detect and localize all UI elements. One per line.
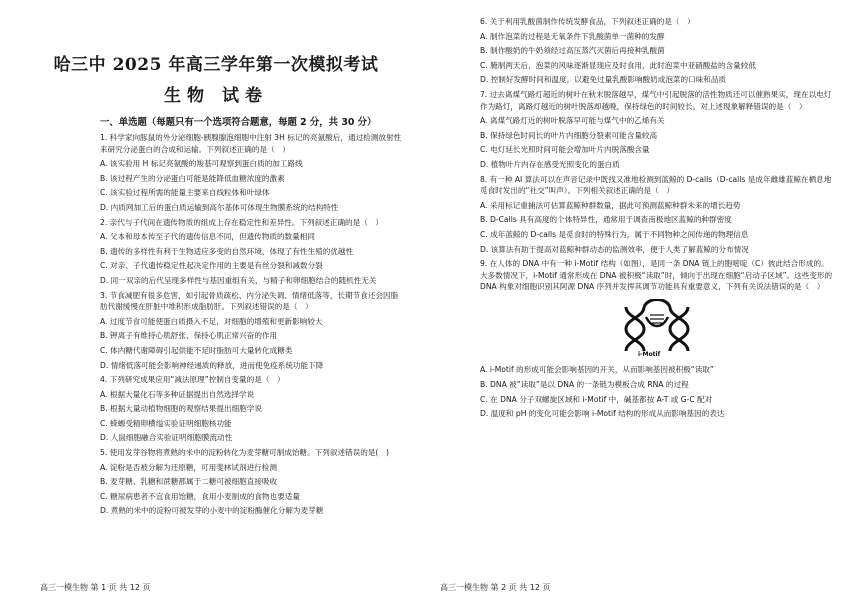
option-d: D. 温度和 pH 的变化可能会影响 i-Motif 结构的形成从而影响基因的表达 [480,409,725,419]
option-a: A. 采用标记重捕法可估算蓝鲸种群数量，据此可预测蓝鲸种群未来的增长趋势 [480,200,741,210]
option-a: A. 淀粉是否被分解为还原糖，可用斐林试剂进行检测 [100,462,277,472]
option-c: C. 电灯延长光照时间可能会增加叶片内脱落酸含量 [480,145,650,155]
question-stem: 6. 关于利用乳酸菌制作传统发酵食品，下列叙述正确的是（ ） [480,17,695,26]
option-b: B. 保持绿色时间长的叶片内细胞分裂素可能含量较高 [480,130,658,140]
option-d: D. 人鼠细胞融合实验证明细胞膜流动性 [100,433,233,443]
option-b: B. D-Calls 具有高度的个体特异性，通常用于调查南极地区蓝鲸的种群密度 [480,215,732,225]
question-5 [100,447,402,517]
question-stem: 3. 节食减肥有很多危害，如引起骨质疏松、内分泌失调、情绪低落等，长期节食还会因脂肪代谢缓慢在肝脏中堆积形成脂肪肝。下列叙述错误的是（ ） [100,290,399,312]
option-c: C. 糖尿病患者不宜食用饴糖，食用小麦制成的食物也要适量 [100,491,300,501]
option-d: D. 同一双亲的后代呈现多样性与基因重组有关，与精子和卵细胞结合的随机性无关 [100,275,377,285]
question-stem: 9. 在人体的 DNA 中有一种 i-Motif 结构（如图），是同一条 DNA 链上的胞嘧啶（C）彼此结合形成的。大多数情况下，i-Motif 通常形成在 DNA 被积极“读取”时，倾向于出现在细胞“启动子区域”。这些变形的 DNA 构象对细胞识别其阿源 DNA 序列并发挥其调节功能具有重要意义，下列有关说法错误的是（ ） [480,259,833,292]
question-6 [480,16,834,86]
option-a: A. 该实验用 H 标记亮氨酸的羧基可观察到蛋白质的加工路线 [100,159,303,169]
option-d: D. 该算法有助于提高对蓝鲸种群动态的监测效率，便于人类了解蓝鲸的分布情况 [480,244,749,254]
option-b: B. 遗传的多样性有利于生物适应多变的自然环境，体现了有性生殖的优越性 [100,246,354,256]
option-a: A. i-Motif 的形成可能会影响基因的开关，从而影响基因被积极“读取” [480,365,714,375]
question-9 [480,258,834,420]
question-8 [480,174,834,256]
option-c: C. 蝾螈受精卵横缢实验证明细胞核功能 [100,418,232,428]
option-c: C. 在 DNA 分子双螺旋区域和 i-Motif 中，碱基都按 A-T 或 G-C 配对 [480,394,713,404]
dna-helix-icon [626,299,688,351]
option-c: C. 成年蓝鲸的 D-calls 是觅食时的特殊行为，属于不同物种之间传递的物理信息 [480,229,749,239]
page-footer-left: 高三一模生物 第 1 页 共 12 页 [40,583,151,592]
option-d: D. 内质网加工后的蛋白质运输到高尔基体可体现生物膜系统的结构特性 [100,202,339,212]
question-1 [100,132,402,214]
question-7 [480,89,834,171]
option-b: B. 麦芽糖、乳糖和蔗糖都属于二糖可被细胞直接吸收 [100,477,278,487]
option-c: C. 腌制两天后，泡菜的风味逐渐显现应及时食用，此时泡菜中亚硝酸盐的含量较低 [480,60,756,70]
option-b: B. 该过程产生的分泌蛋白可能是能降低血糖浓度的激素 [100,173,285,183]
question-stem: 1. 科学家向豚鼠的外分泌细胞-胰腺腺泡细胞中注射 3H 标记的亮氨酸后，通过检测放射性来研究分泌蛋白的合成和运输。下列叙述正确的是（ ） [100,133,402,154]
page-footer-right: 高三一模生物 第 2 页 共 12 页 [440,583,551,592]
question-stem: 4. 下列研究成果应用“减法原理”控制自变量的是（ ） [100,375,285,385]
option-b: B. 根据大量动植物细胞的观察结果提出细胞学说 [100,404,262,414]
option-a: A. 父本和母本传至子代的遗传信息不同，但遗传物质的数量相同 [100,232,315,242]
option-a: A. 根据大量化石等多种证据提出自然选择学说 [100,389,255,399]
option-a: A. 制作泡菜的过程是无氧条件下乳酸菌单一菌种的发酵 [480,31,665,41]
option-d: D. 情绪低落可能会影响神经递质的释放，进而使免疫系统功能下降 [100,360,324,370]
question-stem: 5. 使用发芽谷物将煮熟的米中的淀粉转化为麦芽糖可制成饴糖。下列叙述错误的是( ) [100,448,389,458]
question-3 [100,290,402,372]
question-stem: 8. 有一种 AI 算法可以在声音记录中既找又准地检测到蓝鲸的 D-calls（D-calls 是成年雌雄蓝鲸在栖息地觅食时发出的“社交”叫声）。下列相关叙述正确的是（ ） [480,174,832,196]
section-header: 一、单选题（每题只有一个选项符合题意，每题 2 分，共 30 分） [100,117,377,128]
option-a: A. 过度节食可能使蛋白质摄入不足，对细胞的增殖和更新影响较大 [100,316,323,326]
i-motif-figure [480,299,834,361]
option-b: B. 钾离子有维持心肌舒张、保持心肌正常兴奋的作用 [100,331,278,341]
question-4 [100,374,402,444]
option-c: C. 体内糖代谢障碍引起供能不足时脂肪可大量转化成糖类 [100,345,293,355]
option-d: D. 植物叶片内存在感受光照变化的蛋白质 [480,159,620,169]
exam-subtitle: 生物 试卷 [164,86,268,106]
option-b: B. DNA 被“读取”是以 DNA 的一条链为模板合成 RNA 的过程 [480,380,689,390]
question-stem: 7. 过去离煤气路灯超近的树叶在秋末脱落越早，煤气中引起脱落的活性物质还可以催熟果实，现在以电灯作为路灯，离路灯越近的树叶脱落却越晚，保持绿色的时间较长。对上述现象解释错误的是（ ） [480,89,832,111]
i-motif-diagram [612,299,702,357]
option-c: C. 对亲、子代遗传稳定性起决定作用的主要是有丝分裂和减数分裂 [100,261,323,271]
question-stem: 2. 亲代与子代间在遗传物质的组成上存在稳定性和差异性。下列叙述正确的是（ ） [100,217,384,227]
option-d: D. 控制好发酵时间和温度，以避免过量乳酸影响酸奶或泡菜的口味和品质 [480,75,727,85]
option-a: A. 离煤气路灯近的树叶脱落早可能与煤气中的乙烯有关 [480,116,665,126]
question-2 [100,217,402,287]
exam-title: 哈三中 2025 年高三学年第一次模拟考试 [53,55,379,75]
option-b: B. 制作酸奶的牛奶须经过高压蒸汽灭菌后再接种乳酸菌 [480,46,665,56]
option-c: C. 该实验过程所需的能量主要来自线粒体和叶绿体 [100,188,270,198]
figure-label: i-Motif [638,350,661,357]
right-page [430,0,860,607]
option-d: D. 煮熟的米中的淀粉可被发芽的小麦中的淀粉酶催化分解为麦芽糖 [100,506,324,516]
